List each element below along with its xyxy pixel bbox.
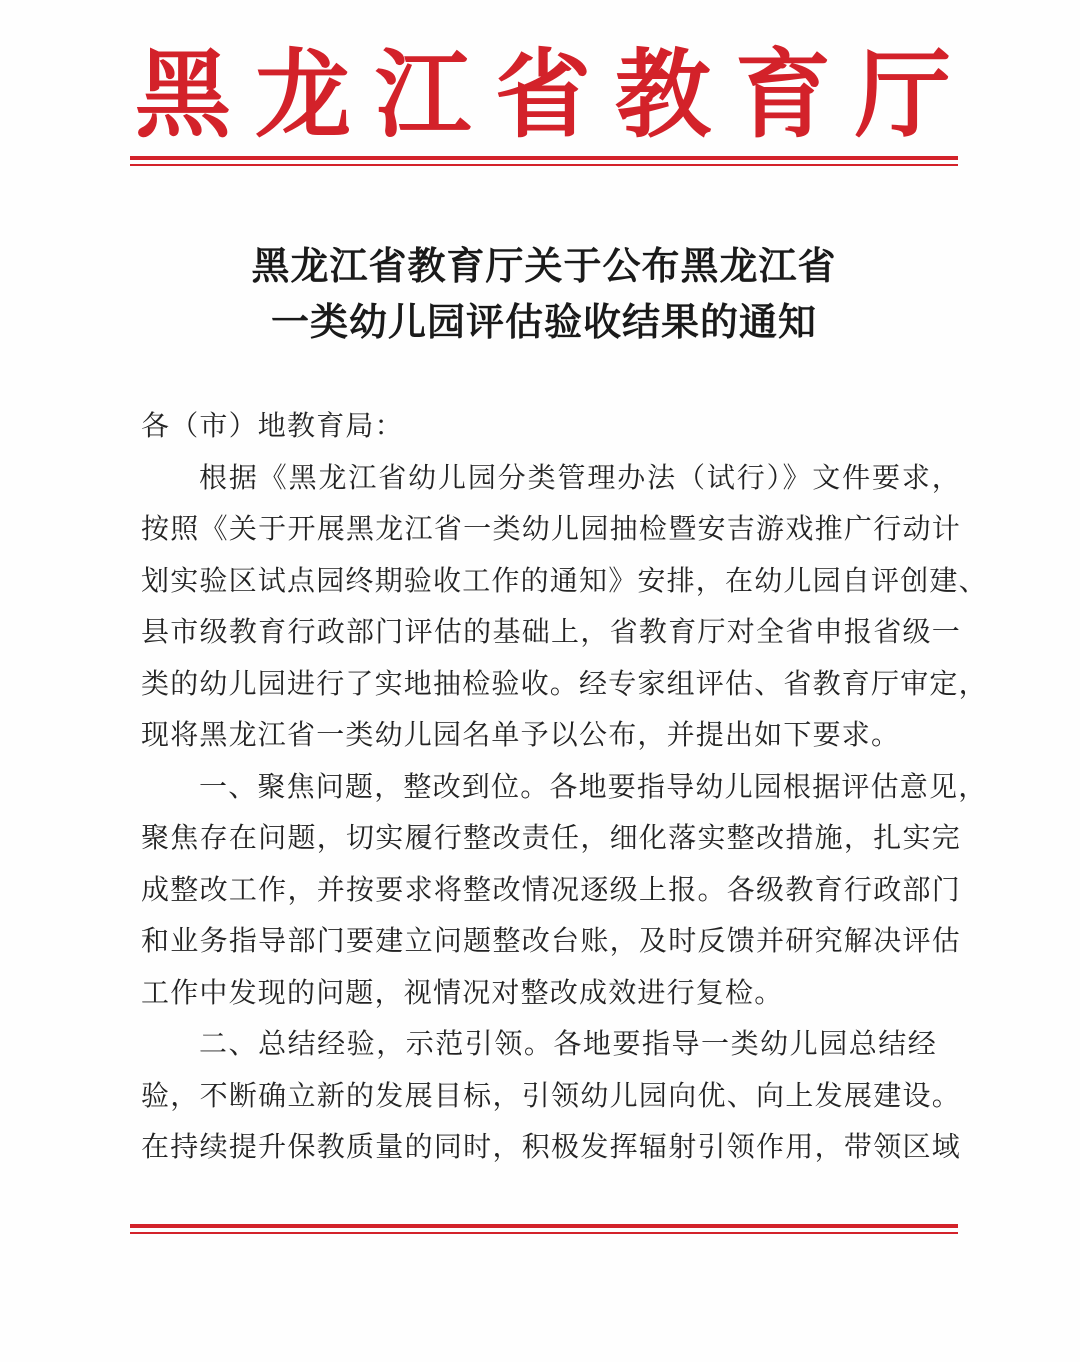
paragraph-line: 聚焦存在问题，切实履行整改责任，细化落实整改措施，扎实完: [141, 821, 961, 854]
letterhead-char: 省: [495, 38, 591, 151]
document-body: [141, 400, 988, 1173]
document-title-line: 黑龙江省教育厅关于公布黑龙江省: [251, 243, 837, 288]
letterhead-char: 教: [615, 38, 711, 151]
paragraph-line: 根据《黑龙江省幼儿园分类管理办法（试行）》文件要求，: [199, 460, 961, 494]
paragraph-line: 划实验区试点园终期验收工作的通知》安排，在幼儿园自评创建、: [141, 563, 988, 597]
paragraph-line: 验，不断确立新的发展目标，引领幼儿园向优、向上发展建设。: [141, 1078, 961, 1112]
letterhead-char: 龙: [255, 38, 351, 151]
paragraph-line: 二、总结经验，示范引领。各地要指导一类幼儿园总结经: [199, 1027, 937, 1060]
footer-divider-thin: [130, 1232, 958, 1234]
letterhead-char: 黑: [135, 38, 231, 151]
salutation: 各（市）地教育局：: [141, 409, 404, 442]
paragraph-line: 类的幼儿园进行了实地抽检验收。经专家组评估、省教育厅审定，: [141, 666, 988, 700]
paragraph-line: 和业务指导部门要建立问题整改台账，及时反馈并研究解决评估: [141, 924, 961, 957]
letterhead-char: 厅: [855, 38, 951, 151]
document-title-line: 一类幼儿园评估验收结果的通知: [270, 299, 817, 344]
paragraph-line: 在持续提升保教质量的同时，积极发挥辐射引领作用，带领区域: [141, 1130, 961, 1163]
letterhead-divider-thin: [130, 164, 958, 166]
paragraph-line: 县市级教育行政部门评估的基础上，省教育厅对全省申报省级一: [141, 615, 961, 648]
letterhead-title: [128, 40, 958, 150]
paragraph-line: 现将黑龙江省一类幼儿园名单予以公布，并提出如下要求。: [141, 718, 901, 751]
paragraph-line: 工作中发现的问题，视情况对整改成效进行复检。: [141, 975, 784, 1009]
paragraph-line: 按照《关于开展黑龙江省一类幼儿园抽检暨安吉游戏推广行动计: [141, 512, 961, 545]
footer-divider-thick: [130, 1224, 958, 1228]
paragraph-line: 成整改工作，并按要求将整改情况逐级上报。各级教育行政部门: [141, 872, 961, 906]
letterhead-divider-thick: [130, 156, 958, 160]
paragraph-line: 一、聚焦问题，整改到位。各地要指导幼儿园根据评估意见，: [199, 769, 988, 803]
document-title: [130, 238, 958, 350]
letterhead-char: 育: [735, 38, 831, 151]
letterhead-char: 江: [375, 38, 471, 151]
